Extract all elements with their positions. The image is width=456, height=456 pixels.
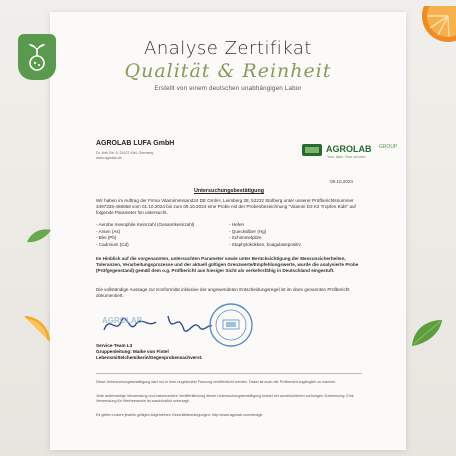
footer-note-terms: Es gelten unsere jeweils gültigen Allgemeinen Geschäftsbedingungen: http://www.agrolab.com/de/agb xyxy=(96,413,263,417)
parameter-item: - Quecksilber (Hg) xyxy=(229,228,267,234)
signer-role: Lebensmittelchemikerin/Gegenprobensachverst. xyxy=(96,355,203,361)
agrolab-logo-icon xyxy=(300,142,324,158)
leaf-left-icon xyxy=(26,228,52,244)
address-line: Dr.-Hell-Str. 6, 24107 Kiel, Germany xyxy=(96,151,154,155)
leaf-right-icon xyxy=(410,318,444,348)
document-date: 09.10.2024 xyxy=(330,179,353,184)
website-line: www.agrolab.de xyxy=(96,155,122,160)
logo-wordmark: AGROLAB xyxy=(326,144,372,154)
parameter-item: - Schimmelpilze xyxy=(229,235,262,241)
signature-logo-watermark: AGROLAB xyxy=(102,316,143,325)
logo-group: GROUP xyxy=(379,144,398,150)
parameter-list xyxy=(96,222,362,249)
footer-note-usage: Jede anderweitige Verwendung und insbesondere Veröffentlichung dieser Untersuchungsbestätigung bedarf der ausdrücklichen vorherigen Zustimmung. Eine Verwendung für Werbezwecke ist ausdrücklich untersagt. xyxy=(96,394,354,403)
signature-block xyxy=(96,343,202,362)
quality-script-title: Qualität & Reinheit xyxy=(124,60,332,82)
document-heading: Untersuchungsbestätigung xyxy=(193,188,265,194)
company-name: AGROLAB LUFA GmbH xyxy=(96,140,175,147)
orange-slice-icon xyxy=(408,6,456,50)
parameter-item: - Staphylokokken, koagulasepositiv xyxy=(229,241,301,247)
logo-tagline: Your labs. Your service. xyxy=(327,155,367,159)
certified-stamp-icon xyxy=(208,302,254,348)
parameter-item: - Arsen (As) xyxy=(96,228,121,234)
statement-paragraph: Die vollständige Aussage zur Konformität inklusive der angewendeten Entscheidungsregel ist im oben genannten Prüfbericht dokumentiert. xyxy=(96,287,350,299)
certificate-title: Analyse Zertifikat xyxy=(144,38,312,59)
certificate-header xyxy=(50,38,406,92)
parameter-column-right xyxy=(229,222,362,249)
parameter-item: - Aerobe mesophile Keimzahl (Gesamtkeimzahl) xyxy=(96,222,195,227)
service-team: Service-Team L3 xyxy=(96,343,133,348)
orange-slice-left-icon xyxy=(22,312,52,346)
lab-subline: Erstellt von einem deutschen unabhängigen Labor xyxy=(154,85,302,92)
footer-divider xyxy=(96,373,362,374)
footer-note-publication: Diese Untersuchungsbestätigung darf nur in ihrer ungekürzter Fassung veröffentlicht werden. Dabei ist auch der Prüfbericht zugänglich zu machen. xyxy=(96,380,337,384)
conclusion-paragraph: Im Hinblick auf die vorgenannten, untersuchten Parameter sowie unter Berücksichtigung der Messunsicherheiten, Toleranzen, Verarbeitungsprozesse und der aktuell gültigen Grenzwerte/Empfehlungswerte, wurde die analysierte Probe (Prüfgegenstand) gemäß dem o.g. Prüfbericht aus hiesiger Sicht als verkehrsfähig in Deutschland eingestuft. xyxy=(96,256,359,274)
parameter-item: - Cadmium (Cd) xyxy=(96,241,129,247)
parameter-column-left xyxy=(96,222,229,249)
parameter-item: - Blei (Pb) xyxy=(96,235,117,241)
agrolab-logo xyxy=(300,138,404,168)
group-leader: Gruppenleitung: Maike von Fintel xyxy=(96,349,169,355)
intro-paragraph: Wir haben im Auftrag der Firma VitaminVersand24 DE GmbH, Leimberg 28, 52222 Stolberg unter unserer Prüfberichtsnummer 3497335-456658 vom 01.10.2024 bis zum 09.10.2024 eine Probe mit der Probenbezeichnung "Vitamin D3 K2 Tropfen Kids" auf folgende Parameter hin untersucht. xyxy=(96,198,356,216)
parameter-item: - Hefen xyxy=(229,222,245,227)
